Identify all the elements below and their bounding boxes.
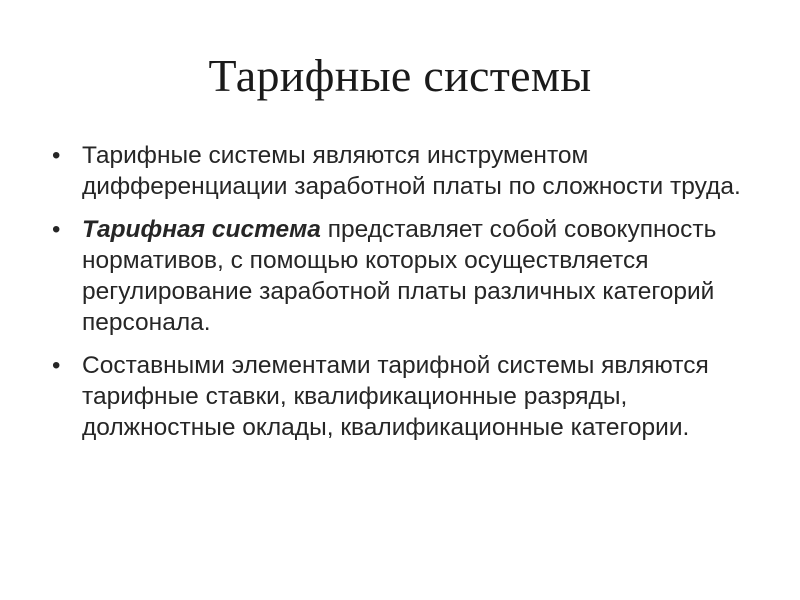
bullet-icon: • [52, 142, 61, 169]
bullet-emphasis: Тарифная система [82, 216, 321, 243]
bullet-icon: • [52, 216, 61, 243]
bullet-icon: • [52, 352, 61, 379]
bullet-item-1 [44, 140, 744, 202]
slide-title: Тарифные системы [208, 50, 592, 101]
bullet-text: Составными элементами тарифной системы являются тарифные ставки, квалификационные разряды, должностные оклады, квалификационные категории. [82, 352, 709, 441]
bullet-item-3 [44, 350, 744, 443]
bullet-item-2 [44, 214, 744, 338]
bullet-text: представляет собой совокупность нормативов, с помощью которых осуществляется регулирование заработной платы различных категорий персонала. [82, 216, 717, 336]
bullet-text: Тарифные системы являются инструментом дифференциации заработной платы по сложности труда. [82, 142, 741, 200]
bullet-list [44, 140, 744, 455]
